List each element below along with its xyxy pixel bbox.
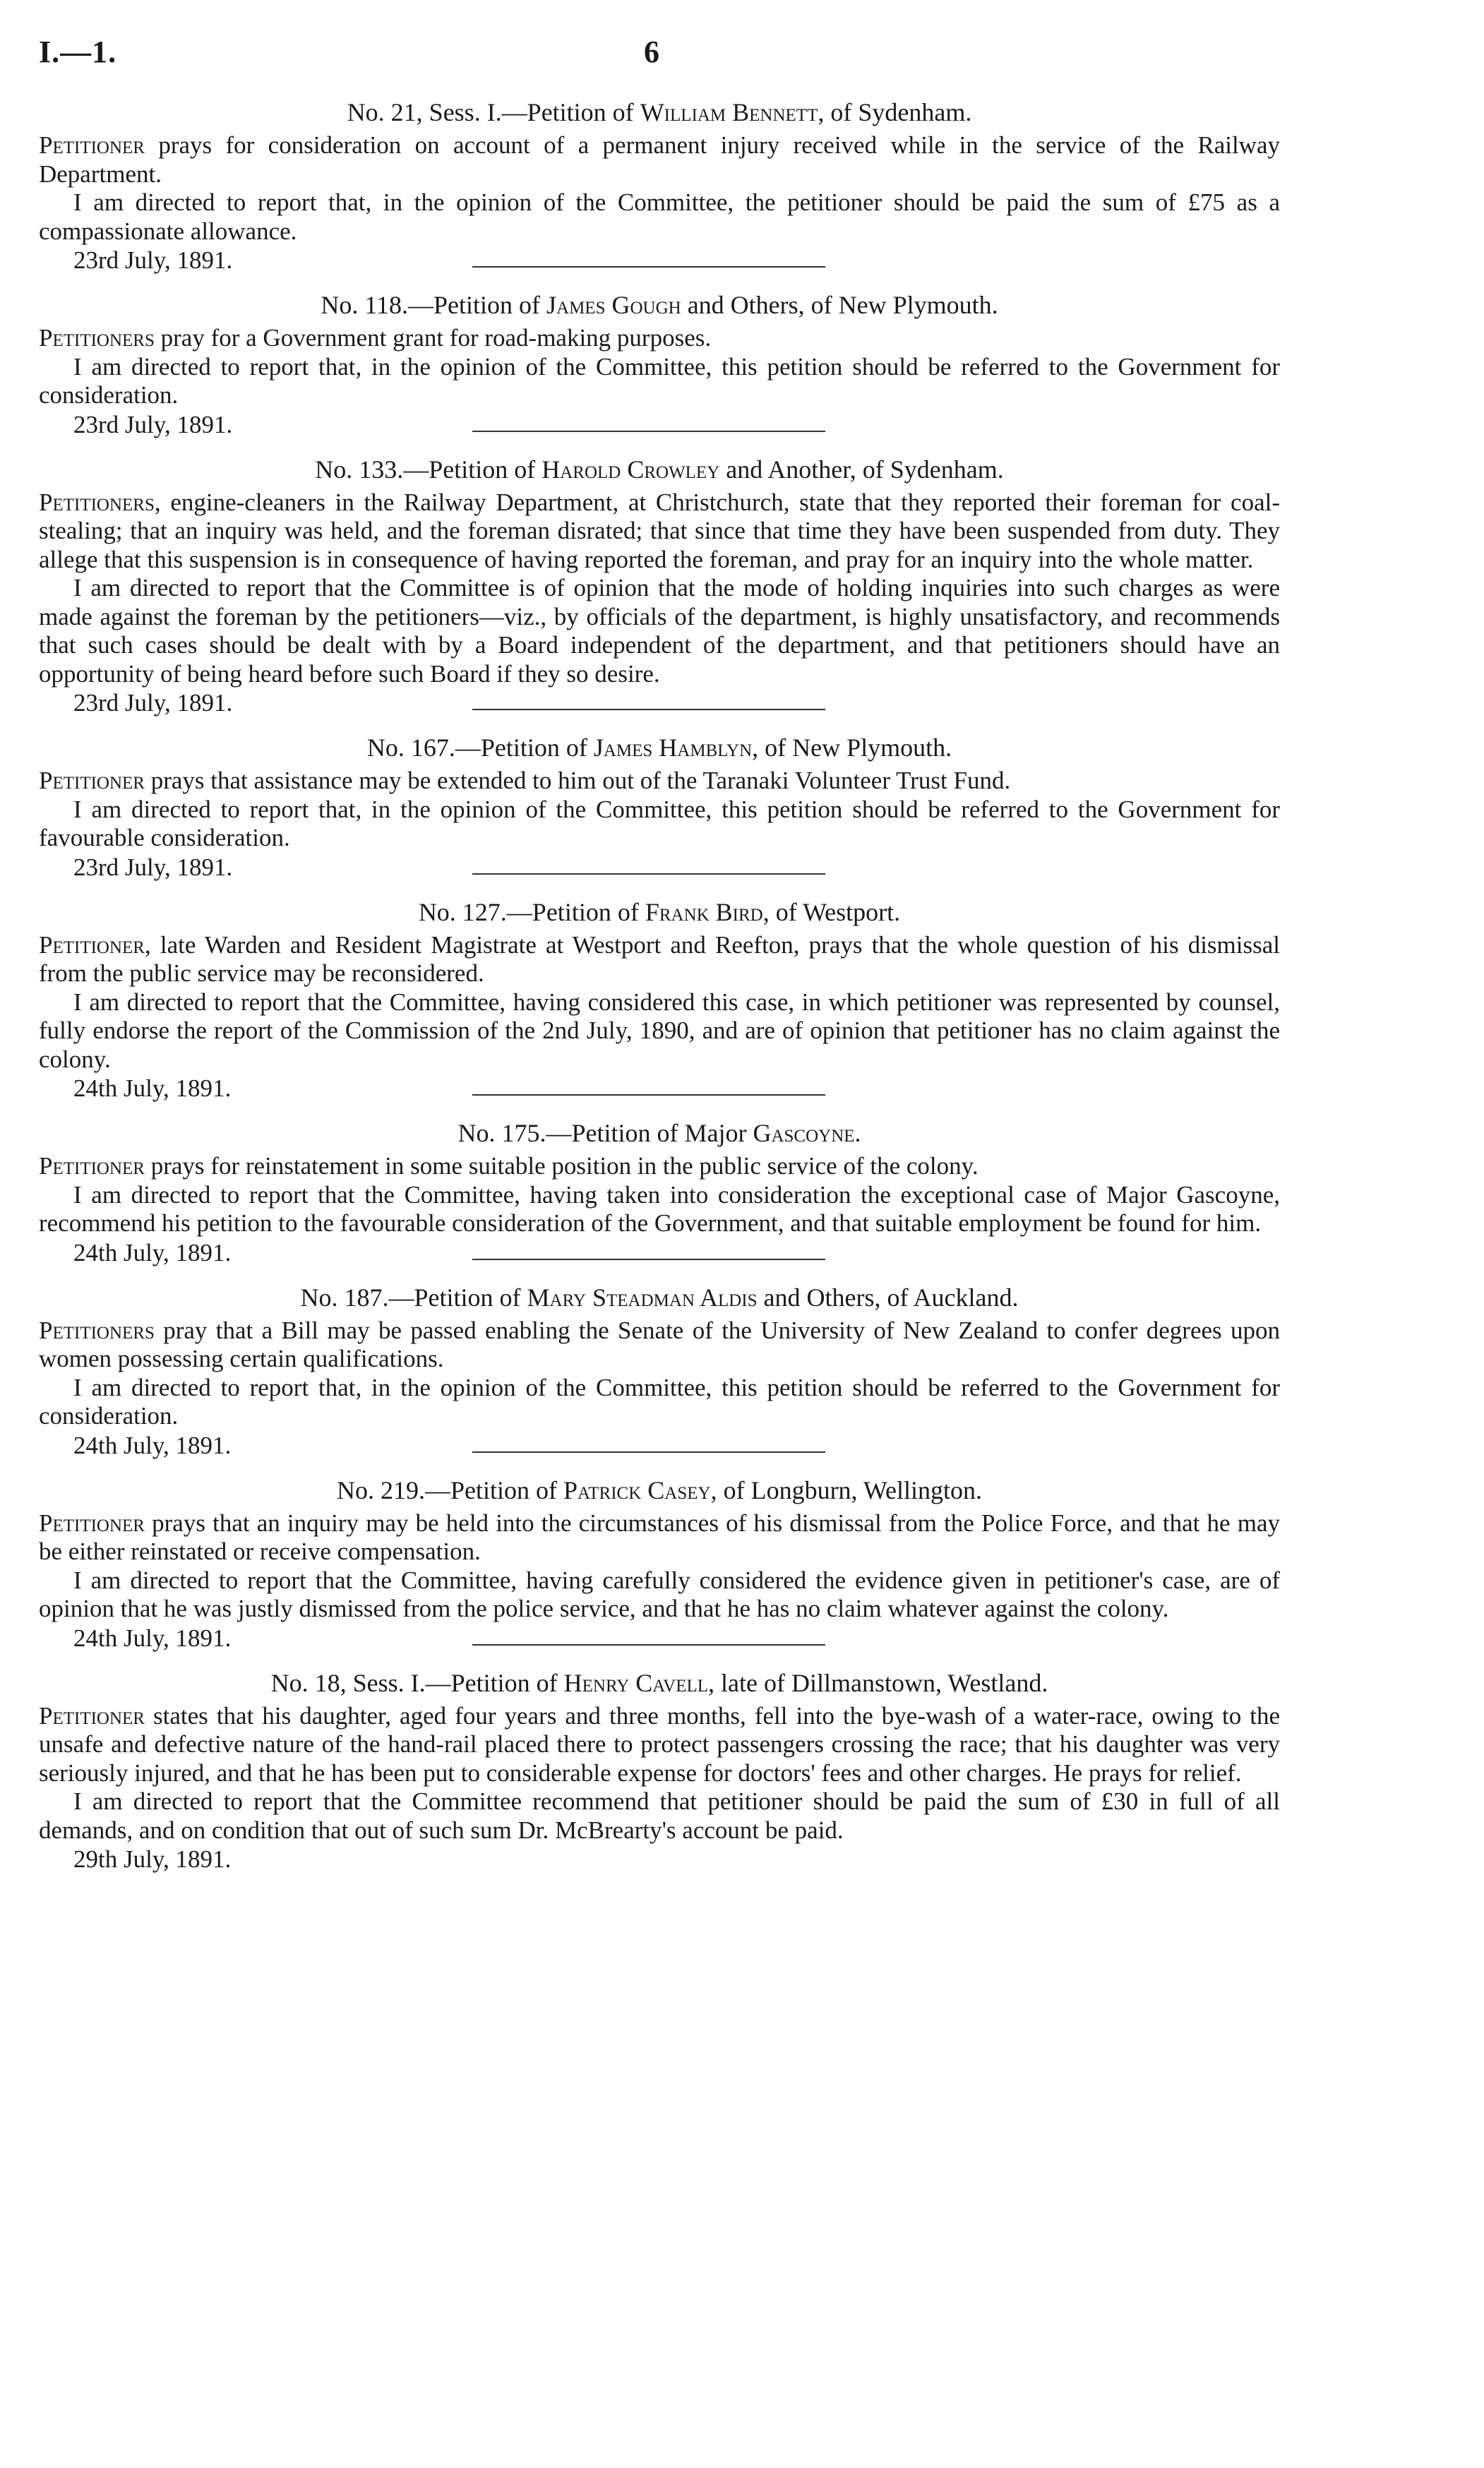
paragraph-text: I am directed to report that the Committee, having taken into consideration the exceptional case of Major Gascoyne, recommend his petition to the favourable consideration of the Government, and that suitable employment be found for him. [39, 1180, 1280, 1237]
date-row [39, 1238, 1280, 1267]
petitioner-name: Gascoyne [753, 1119, 855, 1147]
paragraph-text: I am directed to report that, in the opinion of the Committee, this petition should be referred to the Government for consideration. [39, 352, 1280, 409]
petition-text [39, 1509, 1280, 1567]
petition-location: , of Westport. [762, 897, 901, 926]
petitioner-name: Patrick Casey [563, 1475, 711, 1504]
date-row [39, 410, 1280, 439]
paragraph-text: I am directed to report that, in the opinion of the Committee, the petitioner should be paid the sum of £75 as a compassionate allowance. [39, 188, 1280, 245]
petition-heading [39, 733, 1280, 762]
report-date: 23rd July, 1891. [73, 410, 233, 438]
petition-section [39, 1118, 1280, 1283]
report-date: 24th July, 1891. [73, 1624, 232, 1652]
petition-section [39, 290, 1280, 455]
paragraph-text: I am directed to report that the Committee, having considered this case, in which petitioner was represented by counsel, fully endorse the report of the Commission of the 2nd July, 1890, and are of opinion that petitioner has no claim against the colony. [39, 988, 1280, 1073]
petitioner-label: Petitioner [39, 930, 145, 959]
petition-location: , of New Plymouth. [752, 733, 952, 762]
petition-section [39, 897, 1280, 1119]
section-divider [472, 431, 825, 432]
committee-report [39, 574, 1280, 688]
petition-section [39, 1668, 1280, 1890]
section-spacer [39, 1267, 1280, 1283]
petitioner-label: Petitioner [39, 1701, 145, 1730]
section-divider [472, 1094, 825, 1096]
section-divider [472, 266, 825, 268]
section-divider [472, 1451, 825, 1453]
section-divider [472, 873, 825, 875]
section-spacer [39, 1103, 1280, 1118]
petition-text [39, 131, 1280, 188]
petition-location: , of Longburn, Wellington. [710, 1475, 982, 1504]
petition-section [39, 1475, 1280, 1668]
petitioner-label: Petitioners [39, 488, 155, 516]
petitioner-name: William Bennett [640, 98, 818, 126]
committee-report [39, 1181, 1280, 1238]
petition-number: No. 118.—Petition of [321, 291, 541, 319]
petition-heading [39, 455, 1280, 484]
section-spacer [39, 275, 1280, 290]
petition-section [39, 733, 1280, 897]
petitioner-name: Mary Steadman Aldis [527, 1283, 758, 1312]
report-date: 23rd July, 1891. [73, 246, 233, 274]
petition-number: No. 18, Sess. I.—Petition of [270, 1668, 558, 1697]
page-number: 6 [644, 35, 659, 69]
report-date: 23rd July, 1891. [73, 853, 233, 881]
date-row [39, 1624, 1280, 1653]
petition-location: . [854, 1119, 861, 1147]
paragraph-text: I am directed to report that the Committee recommend that petitioner should be paid the sum of £30 in full of all demands, and on condition that out of such sum Dr. McBrearty's account be paid. [39, 1787, 1280, 1844]
report-date: 29th July, 1891. [73, 1845, 232, 1873]
petition-heading [39, 1668, 1280, 1698]
section-spacer [39, 1653, 1280, 1668]
paragraph-text: , late Warden and Resident Magistrate at Westport and Reefton, prays that the whole question of his dismissal from the public service may be reconsidered. [39, 930, 1280, 987]
section-spacer [39, 1460, 1280, 1475]
report-date: 23rd July, 1891. [73, 689, 233, 717]
petition-heading [39, 1118, 1280, 1148]
petitioner-label: Petitioner [39, 131, 145, 159]
date-row [39, 246, 1280, 275]
petition-text [39, 1702, 1280, 1788]
date-row [39, 853, 1280, 882]
petitioner-label: Petitioner [39, 767, 145, 794]
petition-heading [39, 290, 1280, 320]
petition-section [39, 455, 1280, 733]
paragraph-text: I am directed to report that the Committee is of opinion that the mode of holding inquiries into such charges as were made against the foreman by the petitioners—viz., by officials of the department, is highly unsatisfactory, and recommends that such cases should be dealt with by a Board independent of the department, and that petitioners should have an opportunity of being heard before such Board if they so desire. [39, 574, 1280, 688]
date-row [39, 688, 1280, 717]
petition-number: No. 175.—Petition of Major [457, 1119, 747, 1147]
petition-heading [39, 97, 1280, 127]
petition-location: , late of Dillmanstown, Westland. [708, 1668, 1048, 1697]
section-divider [472, 1644, 825, 1646]
paragraph-text: I am directed to report that, in the opinion of the Committee, this petition should be referred to the Government for consideration. [39, 1373, 1280, 1430]
paragraph-text: prays that an inquiry may be held into the circumstances of his dismissal from the Police Force, and that he may be either reinstated or receive compensation. [39, 1509, 1280, 1565]
petition-location: and Others, of New Plymouth. [681, 291, 998, 319]
date-row [39, 1845, 1280, 1874]
petition-number: No. 167.—Petition of [366, 733, 587, 762]
petition-location: and Another, of Sydenham. [719, 455, 1004, 484]
petitioner-label: Petitioner [39, 1152, 145, 1180]
petition-heading [39, 897, 1280, 927]
section-divider [472, 709, 825, 710]
paragraph-text: I am directed to report that, in the opinion of the Committee, this petition should be referred to the Government for favourable consideration. [39, 795, 1280, 851]
petition-text [39, 931, 1280, 988]
committee-report [39, 188, 1280, 246]
committee-report [39, 1374, 1280, 1431]
paragraph-text: pray that a Bill may be passed enabling the Senate of the University of New Zealand to confer degrees upon women possessing certain qualifications. [39, 1316, 1280, 1372]
petitions-list [39, 97, 1280, 1889]
paragraph-text: prays that assistance may be extended to him out of the Taranaki Volunteer Trust Fund. [144, 767, 1011, 794]
petition-text [39, 1317, 1280, 1374]
petition-section [39, 1283, 1280, 1475]
petition-number: No. 127.—Petition of [418, 897, 639, 926]
section-spacer [39, 717, 1280, 733]
report-date: 24th July, 1891. [73, 1431, 232, 1459]
paragraph-text: prays for consideration on account of a permanent injury received while in the service of the Railway Department. [39, 131, 1280, 188]
petition-heading [39, 1475, 1280, 1505]
petition-text [39, 324, 1280, 353]
date-row [39, 1074, 1280, 1103]
petition-location: , of Sydenham. [818, 98, 972, 126]
petitioner-label: Petitioner [39, 1509, 145, 1537]
paragraph-text: states that his daughter, aged four years and three months, fell into the bye-wash of a water-race, owing to the unsafe and defective nature of the hand-rail placed there to protect passengers crossing the race; that his daughter was very seriously injured, and that he has been put to considerable expense for doctors' fees and other charges. He prays for relief. [39, 1701, 1280, 1787]
petition-section [39, 97, 1280, 290]
date-row [39, 1431, 1280, 1460]
committee-report [39, 1567, 1280, 1624]
committee-report [39, 1787, 1280, 1845]
petitioner-label: Petitioners [39, 1316, 155, 1344]
petition-number: No. 133.—Petition of [315, 455, 536, 484]
committee-report [39, 988, 1280, 1074]
paragraph-text: pray for a Government grant for road-making purposes. [154, 324, 712, 352]
committee-report [39, 796, 1280, 853]
petitioner-name: Frank Bird [645, 897, 763, 926]
report-date: 24th July, 1891. [73, 1074, 232, 1102]
petitioner-name: James Hamblyn [593, 733, 753, 762]
petition-number: No. 187.—Petition of [300, 1283, 521, 1312]
petition-text [39, 767, 1280, 796]
paragraph-text: I am directed to report that the Committee, having carefully considered the evidence given in petitioner's case, are of opinion that he was justly dismissed from the police service, and that he has no claim whatever against the colony. [39, 1566, 1280, 1622]
petitioner-name: Henry Cavell [563, 1668, 709, 1697]
section-spacer [39, 882, 1280, 897]
petition-heading [39, 1283, 1280, 1312]
petition-text [39, 489, 1280, 575]
paragraph-text: prays for reinstatement in some suitable position in the public service of the colony. [144, 1152, 979, 1180]
petition-number: No. 219.—Petition of [336, 1475, 557, 1504]
petitioner-name: Harold Crowley [541, 455, 720, 484]
section-spacer [39, 439, 1280, 455]
petitioner-name: James Gough [546, 291, 681, 319]
petition-number: No. 21, Sess. I.—Petition of [347, 98, 634, 126]
petition-location: and Others, of Auckland. [757, 1283, 1019, 1312]
section-divider [472, 1259, 825, 1260]
paragraph-text: , engine-cleaners in the Railway Department, at Christchurch, state that they reported their foreman for coal-stealing; that an inquiry was held, and the foreman disrated; that since that time they have been suspended from duty. They allege that this suspension is in consequence of having reported the foreman, and pray for an inquiry into the whole matter. [39, 488, 1280, 573]
petition-text [39, 1152, 1280, 1181]
page-reference: I.—1. [39, 35, 117, 69]
section-spacer [39, 1874, 1280, 1889]
committee-report [39, 353, 1280, 410]
petitioner-label: Petitioners [39, 324, 155, 352]
report-date: 24th July, 1891. [73, 1238, 232, 1266]
